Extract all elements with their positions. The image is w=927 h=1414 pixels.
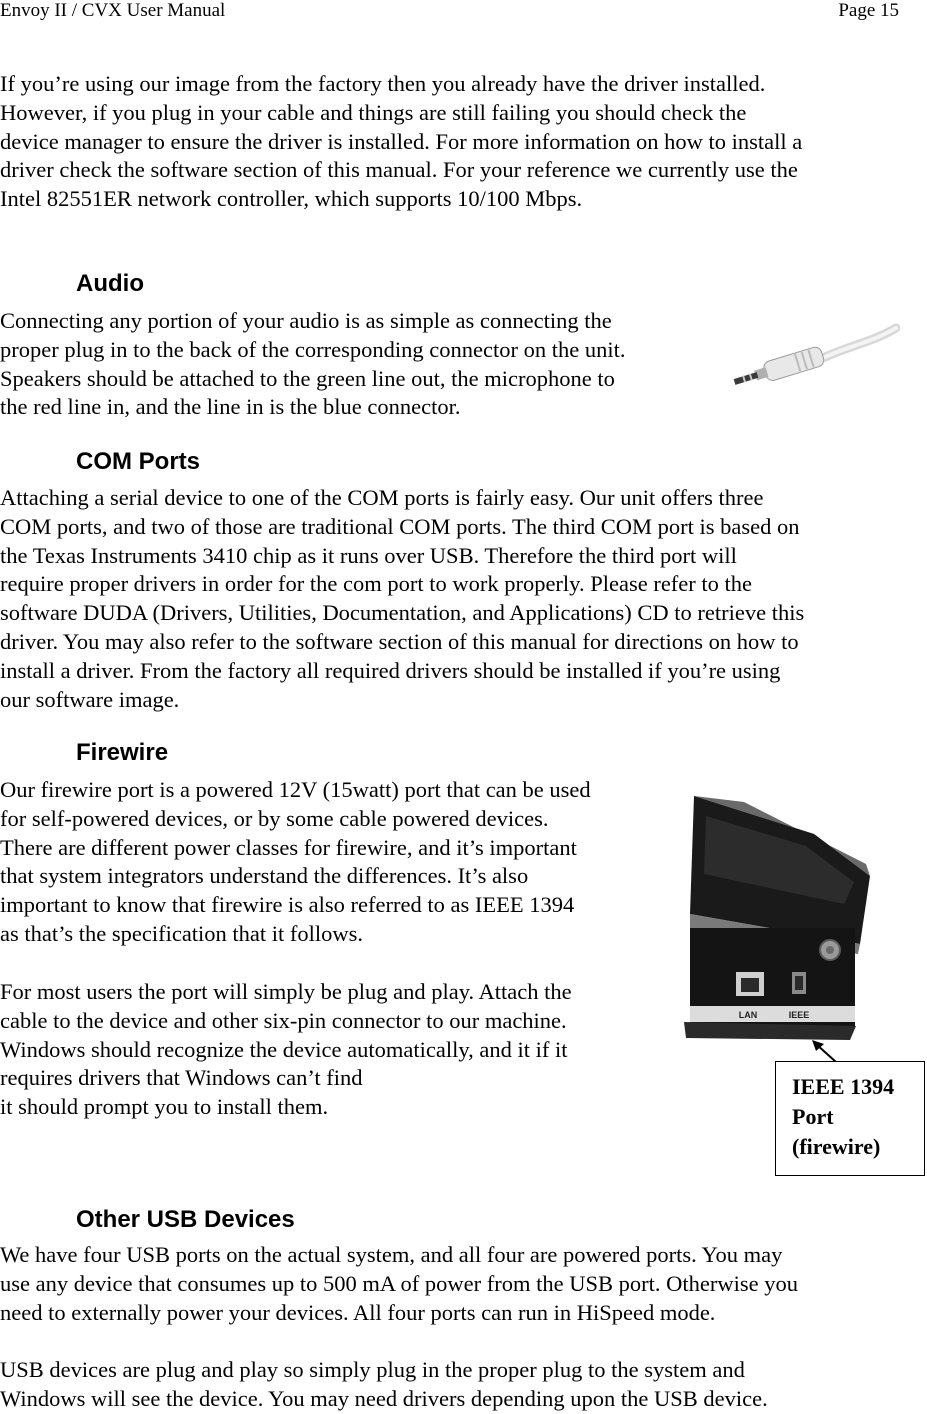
intro-paragraph: If you’re using our image from the factory then you already have the driver installed. However, if you plug in your cable and things are still failing you should check the device manager to ensure the driver is installed. For more information on how to install a driver check the software section of this manual. For your reference we currently use the Intel 82551ER network controller, which supports 10/100 Mbps. xyxy=(0,71,803,212)
firewire-port-photo xyxy=(684,794,872,1044)
firewire-paragraph-2: For most users the port will simply be plug and play. Attach the cable to the device and other six-pin connector to our machine. Windows should recognize the device automatically, and it if it requires drivers that Windows can’t find it should prompt you to install them. xyxy=(0,979,572,1120)
com-ports-heading: COM Ports xyxy=(76,448,201,475)
lan-label: LAN xyxy=(738,1010,758,1020)
ieee-1394-callout: IEEE 1394 Port (firewire) xyxy=(775,1061,925,1176)
page-number: Page 15 xyxy=(838,0,899,21)
audio-plug-image xyxy=(728,318,900,388)
audio-heading: Audio xyxy=(76,270,144,297)
firewire-paragraph-1: Our firewire port is a powered 12V (15watt) port that can be used for self-powered devices, or by some cable powered devices. There are different power classes for firewire, and it’s important that system integrators understand the differences. It’s also important to know that firewire is also referred to as IEEE 1394 as that’s the specification that it follows. xyxy=(0,777,591,946)
audio-paragraph: Connecting any portion of your audio is as simple as connecting the proper plug in to the back of the corresponding connector on the unit. Speakers should be attached to the green line out, the microphone to the red line in, and the line in is the blue connector. xyxy=(0,308,626,420)
com-ports-paragraph: Attaching a serial device to one of the COM ports is fairly easy. Our unit offers three COM ports, and two of those are traditional COM ports. The third COM port is based on the Texas Instruments 3410 chip as it runs over USB. Therefore the third port will require proper drivers in order for the com port to work properly. Please refer to the software DUDA (Drivers, Utilities, Documentation, and Applications) CD to retrieve this driver. You may also refer to the software section of this manual for directions on how to install a driver. From the factory all required drivers should be installed if you’re using our software image. xyxy=(0,485,805,712)
usb-paragraph-2: USB devices are plug and play so simply plug in the proper plug to the system and Windows will see the device. You may need drivers depending upon the USB device. xyxy=(0,1357,768,1411)
usb-paragraph-1: We have four USB ports on the actual system, and all four are powered ports. You may use any device that consumes up to 500 mA of power from the USB port. Otherwise you need to externally power your devices. All four ports can run in HiSpeed mode. xyxy=(0,1242,798,1325)
ieee-label: IEEE xyxy=(788,1010,810,1020)
firewire-heading: Firewire xyxy=(76,739,169,766)
usb-heading: Other USB Devices xyxy=(76,1206,295,1233)
header-title: Envoy II / CVX User Manual xyxy=(0,0,226,21)
